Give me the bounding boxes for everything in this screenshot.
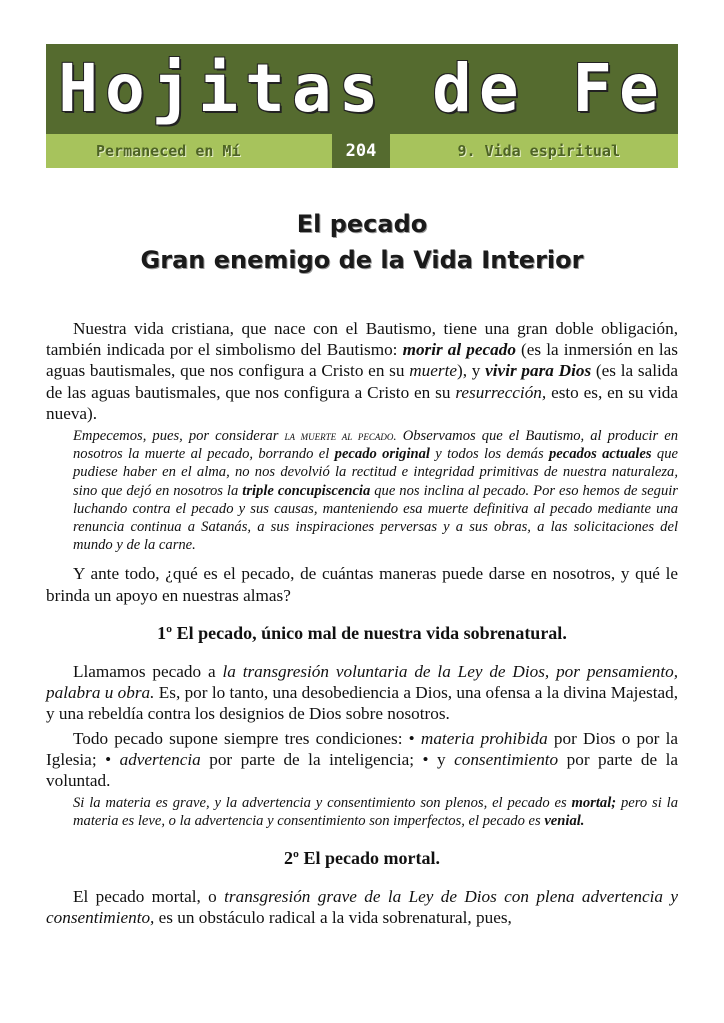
text-italic: resurrección, — [455, 382, 547, 402]
paragraph-intro — [46, 318, 678, 424]
text: esto es, en su vida nueva). — [46, 382, 679, 423]
text-bold: mortal; — [571, 795, 617, 812]
text: por parte de la voluntad. — [46, 749, 678, 791]
text: es un obstáculo radical a la vida sobrenatural, pues, — [154, 908, 512, 928]
text: Observamos que el Bautismo, al producir en nosotros la muerte al pecado, borrando el — [73, 428, 678, 463]
text: por parte de la inteligencia; • y — [200, 749, 455, 769]
article-body — [46, 318, 678, 931]
text-italic: materia prohibida — [420, 728, 548, 748]
text: pero si la materia es leve, o la advertencia y consentimiento son imperfectos, el pecado es — [73, 795, 678, 830]
title-line-1: El pecado — [296, 210, 428, 238]
text-bold: triple concupiscencia — [242, 482, 371, 499]
paragraph-conditions — [46, 728, 678, 792]
text: y todos los demás — [429, 446, 549, 463]
text: Si la materia es grave, y la advertencia y consentimiento son plenos, el pecado es — [73, 795, 572, 812]
text-bold: venial. — [544, 813, 585, 830]
issue-number: 204 — [332, 134, 390, 168]
text: (es la inmersión en las aguas bautismales, que nos configura a Cristo en su — [46, 340, 678, 381]
article-title — [46, 206, 678, 278]
text: que nos inclina al pecado. Por eso hemos de seguir luchando contra el pecado y sus causas, manteniendo esa muerte definitiva al pecado mediante una renuncia continua a Satanás, a sus inspiraciones perversas y a sus obras, a las solicitaciones del mundo y de la carne. — [73, 482, 678, 554]
text-emphasis: morir al pecado — [402, 340, 516, 360]
text-italic: la transgresión voluntaria de la Ley de Dios, por pensamiento, palabra u obra. — [46, 662, 678, 703]
quote-block-1 — [73, 427, 678, 554]
text-italic: advertencia — [119, 749, 201, 769]
text: por Dios o por la Iglesia; • — [46, 728, 678, 769]
text: Todo pecado supone siempre tres condiciones: • — [73, 728, 421, 748]
paragraph-question: Y ante todo, ¿qué es el pecado, de cuántas maneras puede darse en nosotros, y qué le brinda un apoyo en nuestras almas? — [46, 564, 678, 605]
title-line-2: Gran enemigo de la Vida Interior — [140, 246, 584, 274]
text: (es la salida de las aguas bautismales, que nos configura a Cristo en su — [46, 361, 678, 402]
text-smallcaps: la muerte al pecado. — [284, 428, 397, 444]
text: Llamamos pecado a — [73, 662, 223, 682]
category-label: 9. Vida espiritual — [457, 142, 620, 160]
paragraph-definition — [46, 661, 678, 725]
masthead-subbar — [46, 134, 678, 168]
text-emphasis: vivir para Dios — [485, 361, 592, 381]
masthead-top — [46, 44, 678, 134]
paragraph-mortal-sin — [46, 886, 678, 928]
text: que pudiese haber en el alma, no nos devolvió la rectitud e integridad primitivas de nuestra naturaleza, sino que dejó en nosotros la — [73, 446, 678, 499]
text-italic: consentimiento — [454, 749, 559, 769]
text: Es, por lo tanto, una desobediencia a Dios, una ofensa a la divina Majestad, y una rebeldía contra los designios de Dios sobre nosotros. — [46, 683, 678, 724]
text: ), y — [456, 361, 486, 381]
quote-block-2 — [73, 794, 678, 830]
section-heading-2: 2º El pecado mortal. — [284, 847, 440, 868]
section-heading-1: 1º El pecado, único mal de nuestra vida sobrenatural. — [157, 622, 567, 643]
text: Nuestra vida cristiana, que nace con el Bautismo, tiene una gran doble obligación, también indicada por el simbolismo del Bautismo: — [46, 319, 678, 360]
text: Empecemos, pues, por considerar — [73, 428, 285, 445]
text-italic: transgresión grave de la Ley de Dios con plena advertencia y consentimiento, — [46, 886, 678, 928]
text-bold: pecado original — [334, 446, 430, 463]
text: El pecado mortal, o — [73, 886, 225, 906]
masthead-banner — [46, 44, 678, 168]
text-bold: pecados actuales — [548, 446, 652, 463]
masthead-title: Hojitas de Fe — [58, 50, 666, 127]
series-label: Permaneced en Mí — [96, 142, 241, 160]
text-italic: muerte — [409, 361, 457, 381]
